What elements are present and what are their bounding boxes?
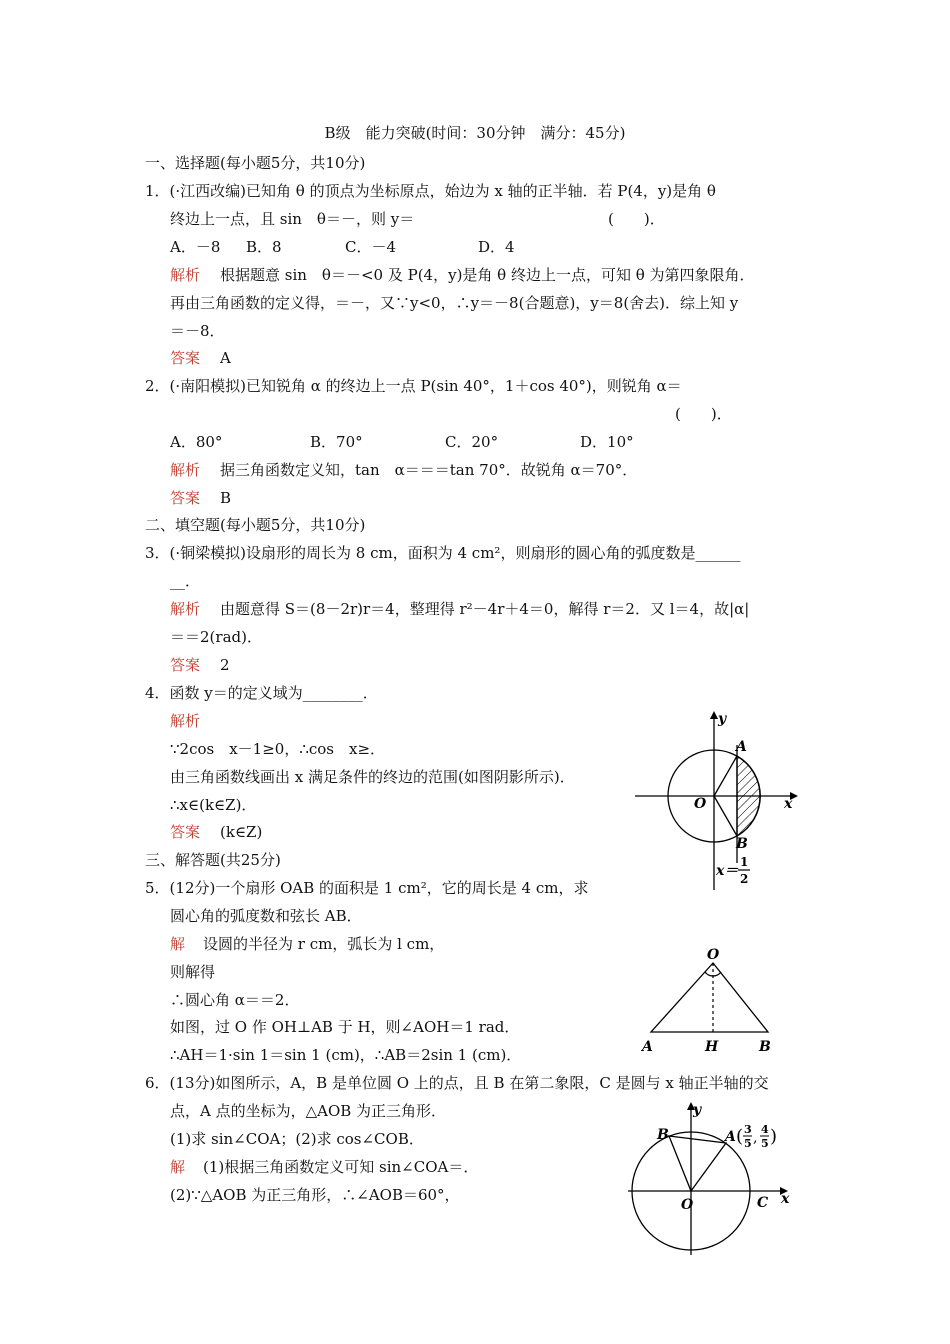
q5-solution-line1: 设圆的半径为 r cm，弧长为 l cm， — [203, 935, 445, 953]
q5-solution-label: 解 — [170, 935, 186, 953]
q3-analysis-line2: ＝＝2(rad)． — [170, 628, 262, 646]
label-frac-den: 2 — [740, 872, 749, 886]
q1-answer-paren: ( )． — [608, 210, 665, 228]
triangle-aob — [669, 1136, 726, 1191]
q2-answer: B — [220, 489, 232, 507]
q2-analysis-line1: 据三角函数定义知，tan α＝＝＝tan 70°．故锐角 α＝70°． — [220, 461, 638, 479]
figure-sector-triangle — [635, 945, 780, 1057]
q4-analysis-label: 解析 — [170, 712, 201, 730]
q3-answer: 2 — [220, 656, 230, 674]
q5-stem-line1: 5．(12分)一个扇形 OAB 的面积是 1 cm²，它的周长是 4 cm，求 — [145, 879, 589, 897]
section-heading-choice: 一、选择题(每小题5分，共10分) — [145, 154, 366, 172]
q1-option-c: C．－4 — [345, 238, 397, 256]
label-a: A — [736, 739, 747, 755]
label-b: B — [657, 1127, 669, 1143]
q5-solution-line2: 则解得 — [170, 963, 216, 981]
q2-stem-line1: 2．(·南阳模拟)已知锐角 α 的终边上一点 P(sin 40°，1＋cos 40°)，则锐角 α＝ — [145, 377, 682, 395]
q2-analysis-label: 解析 — [170, 461, 201, 479]
q1-answer-label: 答案 — [170, 349, 201, 367]
q2-option-c: C．20° — [445, 433, 499, 451]
y-axis-arrow-icon — [710, 711, 718, 719]
label-y: y — [718, 711, 727, 727]
q5-solution-line4: 如图，过 O 作 OH⊥AB 于 H，则∠AOH＝1 rad． — [170, 1018, 520, 1036]
angle-mark — [705, 972, 721, 976]
ray-oa — [714, 756, 737, 796]
q2-answer-label: 答案 — [170, 489, 201, 507]
q1-option-a: A．－8 — [170, 238, 221, 256]
q1-option-d: D．4 — [478, 238, 515, 256]
q1-analysis-line3: ＝－8． — [170, 322, 225, 340]
shaded-region — [737, 756, 760, 836]
label-y: y — [693, 1102, 702, 1118]
label-eq: x＝ — [716, 863, 739, 879]
q1-analysis-line2: 再由三角函数的定义得，＝－，又∵y<0，∴y＝－8(合题意)，y＝8(舍去)．综上知 y — [170, 294, 739, 312]
q1-answer: A — [220, 349, 231, 367]
coord-open-paren: ( — [736, 1126, 744, 1147]
q3-stem-line2: __． — [170, 572, 201, 590]
label-x: x — [781, 1191, 790, 1207]
page-title: B级 能力突破(时间：30分钟 满分：45分) — [324, 124, 626, 142]
figure-unit-circle-triangle — [625, 1095, 800, 1260]
label-h: H — [705, 1039, 719, 1055]
q2-option-d: D．10° — [580, 433, 634, 451]
q6-stem-line2: 点，A 点的坐标为，△AOB 为正三角形． — [170, 1102, 447, 1120]
label-o: O — [694, 796, 707, 812]
q4-stem-line1: 4．函数 y＝的定义域为________． — [145, 684, 378, 702]
q2-option-b: B．70° — [310, 433, 363, 451]
q6-solution-line2: (2)∵△AOB 为正三角形，∴∠AOB＝60°， — [170, 1186, 460, 1204]
q6-stem-line1: 6．(13分)如图所示，A，B 是单位圆 O 上的点，且 B 在第二象限，C 是圆与 x 轴正半轴的交 — [145, 1074, 769, 1092]
q1-analysis-label: 解析 — [170, 266, 201, 284]
q6-stem-line3: (1)求 sin∠COA；(2)求 cos∠COB． — [170, 1130, 424, 1148]
triangle-oab — [651, 963, 768, 1032]
label-x: x — [784, 796, 793, 812]
label-o: O — [681, 1197, 694, 1213]
section-heading-solve: 三、解答题(共25分) — [145, 851, 281, 869]
label-a: A — [725, 1129, 736, 1145]
q4-answer-label: 答案 — [170, 823, 201, 841]
q4-answer: (k∈Z) — [220, 823, 263, 841]
coord-comma: , — [753, 1130, 758, 1146]
q1-stem-line1: 1．(·江西改编)已知角 θ 的顶点为坐标原点，始边为 x 轴的正半轴．若 P(4，y)是角 θ — [145, 182, 716, 200]
label-ax-num: 3 — [744, 1123, 752, 1136]
q6-solution-label: 解 — [170, 1158, 186, 1176]
q2-option-a: A．80° — [170, 433, 223, 451]
ray-ob — [714, 796, 737, 836]
q4-analysis-line2: 由三角函数线画出 x 满足条件的终边的范围(如图阴影所示)． — [170, 768, 575, 786]
label-o: O — [707, 947, 720, 963]
section-heading-fill: 二、填空题(每小题5分，共10分) — [145, 516, 366, 534]
q5-stem-line2: 圆心角的弧度数和弦长 AB． — [170, 907, 362, 925]
label-ay-num: 4 — [761, 1123, 769, 1136]
q3-analysis-label: 解析 — [170, 600, 201, 618]
q1-option-b: B．8 — [246, 238, 282, 256]
q3-analysis-line1: 由题意得 S＝(8－2r)r＝4，整理得 r²－4r＋4＝0，解得 r＝2．又 l＝4，故|α| — [220, 600, 750, 618]
q4-analysis-line3: ∴x∈(k∈Z)． — [170, 796, 257, 814]
figure-unit-circle-shaded — [630, 705, 810, 895]
label-a: A — [642, 1039, 653, 1055]
q1-analysis-line1: 根据题意 sin θ＝－<0 及 P(4，y)是角 θ 终边上一点，可知 θ 为第四象限角． — [220, 266, 755, 284]
q3-stem-line1: 3．(·铜梁模拟)设扇形的周长为 8 cm，面积为 4 cm²，则扇形的圆心角的弧度数是______ — [145, 544, 741, 562]
label-b: B — [736, 836, 748, 852]
q6-solution-line1: (1)根据三角函数定义可知 sin∠COA＝． — [203, 1158, 479, 1176]
q4-analysis-line1: ∵2cos x－1≥0，∴cos x≥． — [170, 740, 386, 758]
q3-answer-label: 答案 — [170, 656, 201, 674]
q2-answer-paren: ( )． — [675, 405, 732, 423]
q5-solution-line3: ∴圆心角 α＝＝2． — [170, 991, 300, 1009]
label-ay-den: 5 — [761, 1137, 769, 1150]
label-b: B — [759, 1039, 771, 1055]
q5-solution-line5: ∴AH＝1·sin 1＝sin 1 (cm)，∴AB＝2sin 1 (cm)． — [170, 1046, 522, 1064]
coord-close-paren: ) — [770, 1126, 778, 1147]
label-frac-num: 1 — [740, 855, 749, 869]
q1-stem-line2: 终边上一点，且 sin θ＝－，则 y＝ — [170, 210, 415, 228]
label-ax-den: 5 — [744, 1137, 752, 1150]
label-c: C — [757, 1195, 769, 1211]
